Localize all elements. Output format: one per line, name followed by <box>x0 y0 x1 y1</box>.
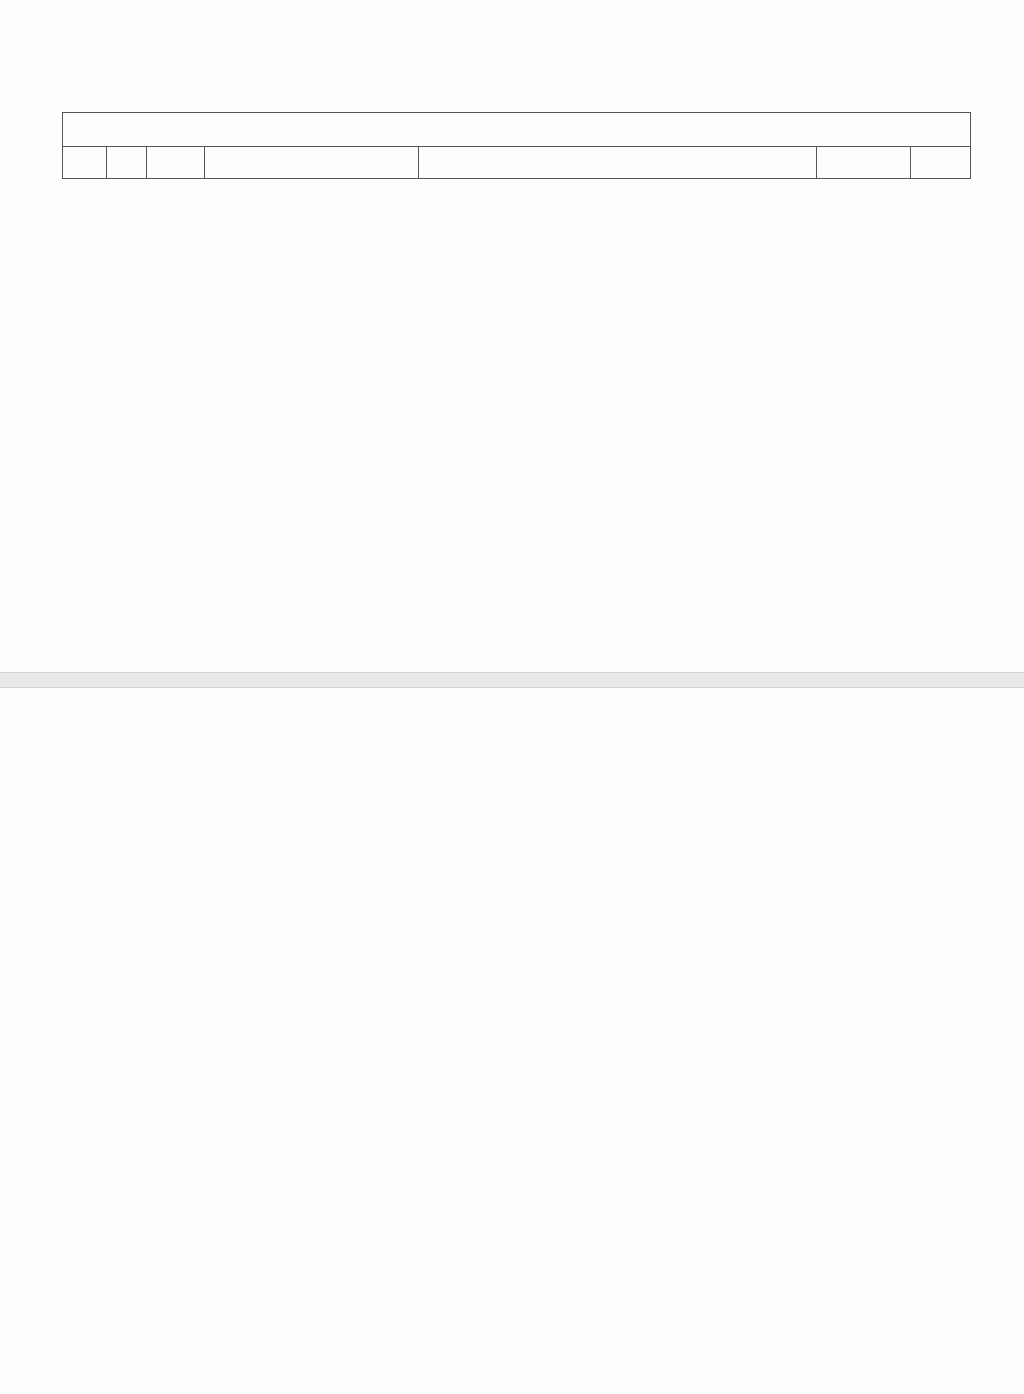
header-title <box>419 147 817 179</box>
document-page-3 <box>0 0 1024 672</box>
header-no <box>63 147 107 179</box>
page-separator <box>0 672 1024 688</box>
header-author <box>817 147 911 179</box>
document-page-4 <box>0 688 1024 1394</box>
header-group <box>107 147 147 179</box>
header-award <box>911 147 971 179</box>
header-school <box>205 147 419 179</box>
section-title <box>63 113 971 147</box>
header-area <box>147 147 205 179</box>
award-table-page-3 <box>62 112 971 179</box>
